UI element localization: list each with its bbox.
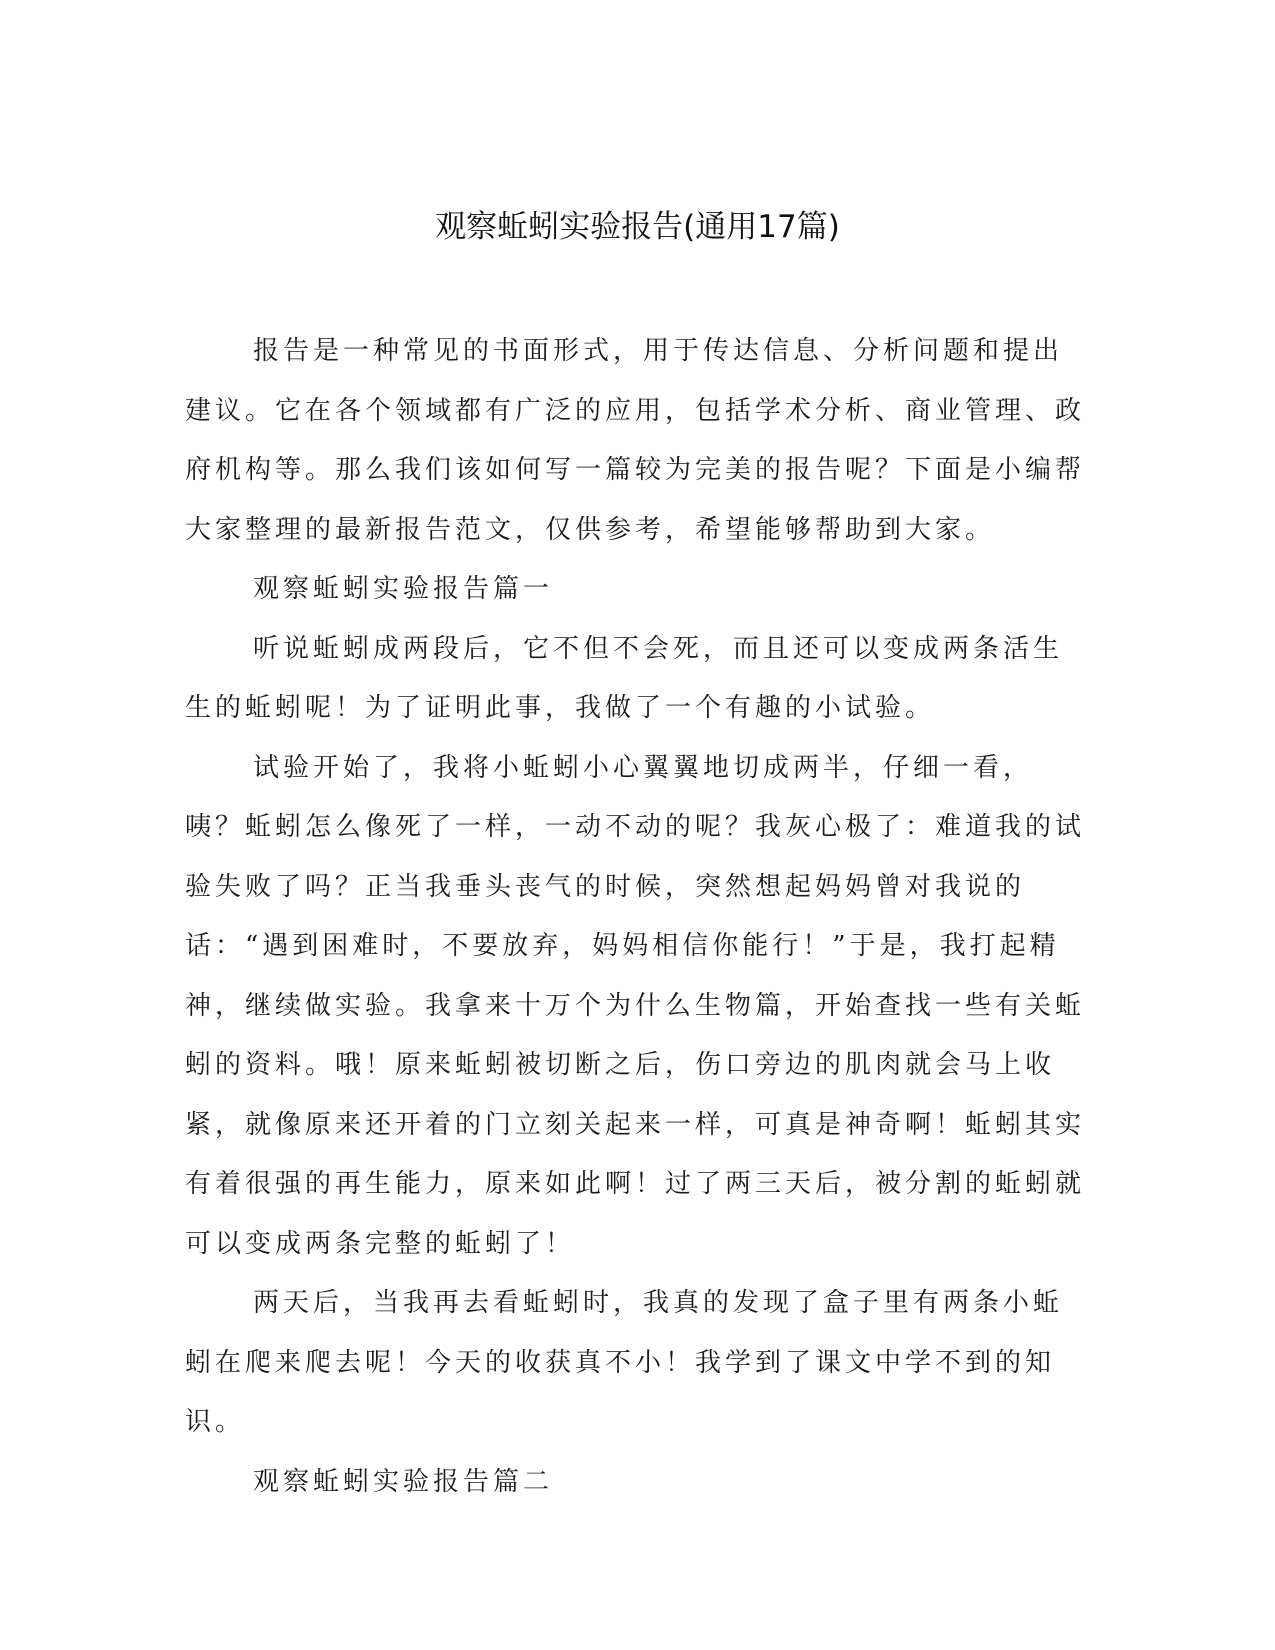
body-paragraph: 两天后，当我再去看蚯蚓时，我真的发现了盒子里有两条小蚯蚓在爬来爬去呢！今天的收获真不小！我学到了课文中学不到的知识。 bbox=[185, 1288, 1064, 1437]
document-title: 观察蚯蚓实验报告(通用17篇) bbox=[435, 209, 840, 245]
document-body bbox=[185, 322, 1085, 1512]
intro-paragraph: 报告是一种常见的书面形式，用于传达信息、分析问题和提出建议。它在各个领域都有广泛的应用，包括学术分析、商业管理、政府机构等。那么我们该如何写一篇较为完美的报告呢？下面是小编帮大家整理的最新报告范文，仅供参考，希望能够帮助到大家。 bbox=[185, 336, 1086, 545]
section-heading-2: 观察蚯蚓实验报告篇二 bbox=[253, 1466, 554, 1497]
body-paragraph: 听说蚯蚓成两段后，它不但不会死，而且还可以变成两条活生生的蚯蚓呢！为了证明此事，我做了一个有趣的小试验。 bbox=[185, 633, 1064, 723]
section-heading-1: 观察蚯蚓实验报告篇一 bbox=[253, 574, 554, 604]
body-paragraph: 试验开始了，我将小蚯蚓小心翼翼地切成两半，仔细一看，咦？蚯蚓怎么像死了一样，一动不动的呢？我灰心极了：难道我的试验失败了吗？正当我垂头丧气的时候，突然想起妈妈曾对我说的话：“遇到困难时，不要放弃，妈妈相信你能行！”于是，我打起精神，继续做实验。我拿来十万个为什么生物篇，开始查找一些有关蚯蚓的资料。哦！原来蚯蚓被切断之后，伤口旁边的肌肉就会马上收紧，就像原来还开着的门立刻关起来一样，可真是神奇啊！蚯蚓其实有着很强的再生能力，原来如此啊！过了两三天后，被分割的蚯蚓就可以变成两条完整的蚯蚓了！ bbox=[185, 752, 1086, 1259]
